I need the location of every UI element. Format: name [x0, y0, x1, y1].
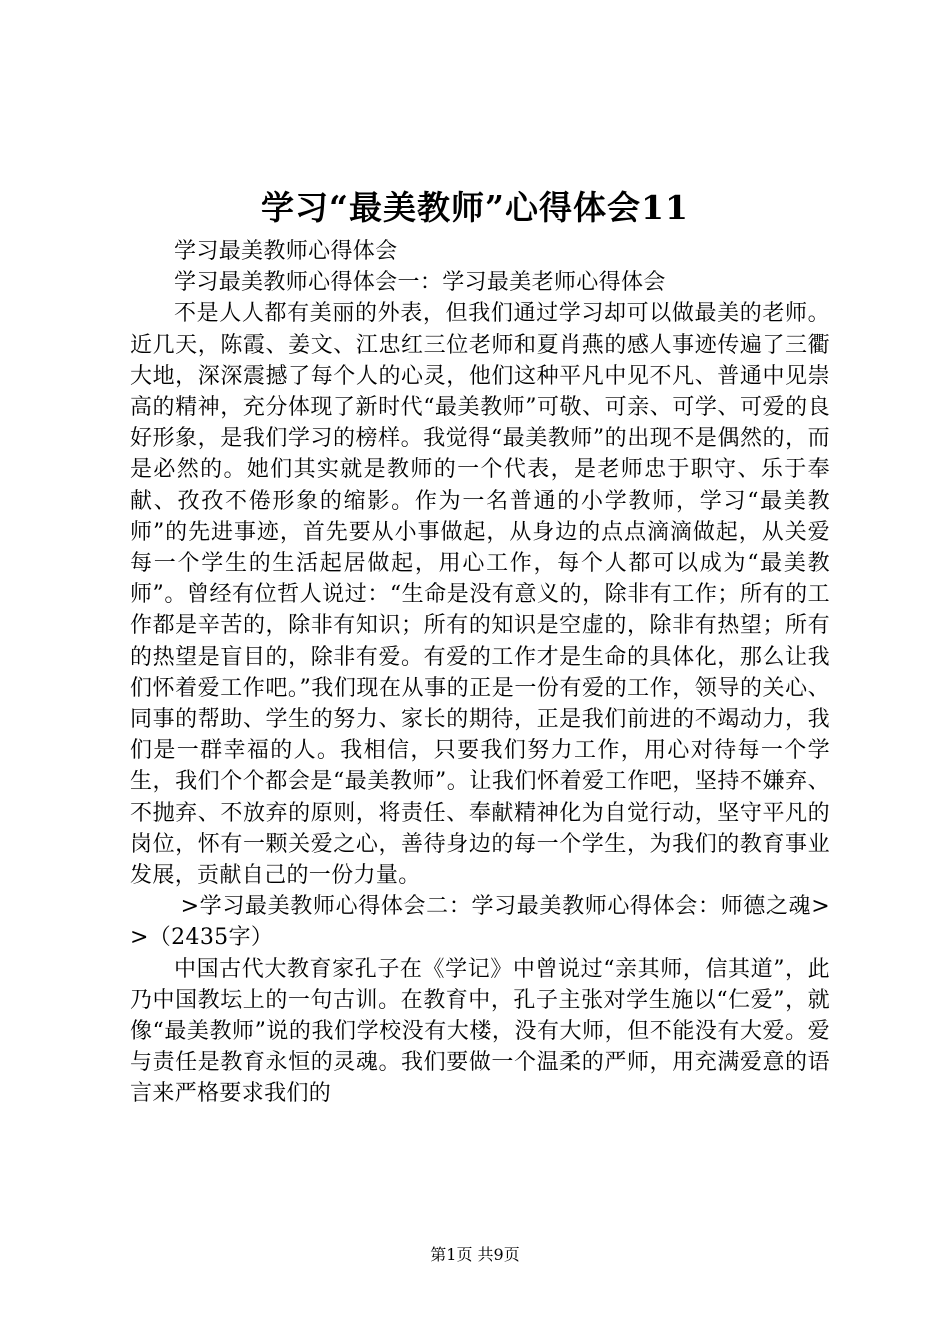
- document-body: [130, 236, 830, 1110]
- paragraph-body-2: 中国古代大教育家孔子在《学记》中曾说过“亲其师，信其道”，此乃中国教坛上的一句古训。在教育中，孔子主张对学生施以“仁爱”，就像“最美教师”说的我们学校没有大楼，没有大师，但不能没有大爱。爱与责任是教育永恒的灵魂。我们要做一个温柔的严师，用充满爱意的语言来严格要求我们的: [130, 956, 830, 1107]
- paragraph-body-1: 不是人人都有美丽的外表，但我们通过学习却可以做最美的老师。近几天，陈霞、姜文、江忠红三位老师和夏肖燕的感人事迹传遍了三衢大地，深深震撼了每个人的心灵，他们这种平凡中见不凡、普通中见崇高的精神，充分体现了新时代“最美教师”可敬、可亲、可学、可爱的良好形象，是我们学习的榜样。我觉得“最美教师”的出现不是偶然的，而是必然的。她们其实就是教师的一个代表，是老师忠于职守、乐于奉献、孜孜不倦形象的缩影。作为一名普通的小学教师，学习“最美教师”的先进事迹，首先要从小事做起，从身边的点点滴滴做起，从关爱每一个学生的生活起居做起，用心工作，每个人都可以成为“最美教师”。曾经有位哲人说过：“生命是没有意义的，除非有工作；所有的工作都是辛苦的，除非有知识；所有的知识是空虚的，除非有热望；所有的热望是盲目的，除非有爱。有爱的工作才是生命的具体化，那么让我们怀着爱工作吧。”我们现在从事的正是一份有爱的工作，领导的关心、同事的帮助、学生的努力、家长的期待，正是我们前进的不竭动力，我们是一群幸福的人。我相信，只要我们努力工作，用心对待每一个学生，我们个个都会是“最美教师”。让我们怀着爱工作吧，坚持不嫌弃、不抛弃、不放弃的原则，将责任、奉献精神化为自觉行动，坚守平凡的岗位，怀有一颗关爱之心，善待身边的每一个学生，为我们的教育事业发展，贡献自己的一份力量。: [130, 301, 830, 889]
- page-footer: 第1页 共9页: [430, 1245, 520, 1264]
- document-title: 学习“最美教师”心得体会11: [261, 188, 689, 227]
- paragraph-subheading-1: 学习最美教师心得体会一：学习最美老师心得体会: [174, 270, 666, 296]
- paragraph-heading: 学习最美教师心得体会: [174, 239, 398, 264]
- paragraph-subheading-2: >学习最美教师心得体会二：学习最美教师心得体会：师德之魂>>（2435字）: [130, 894, 830, 951]
